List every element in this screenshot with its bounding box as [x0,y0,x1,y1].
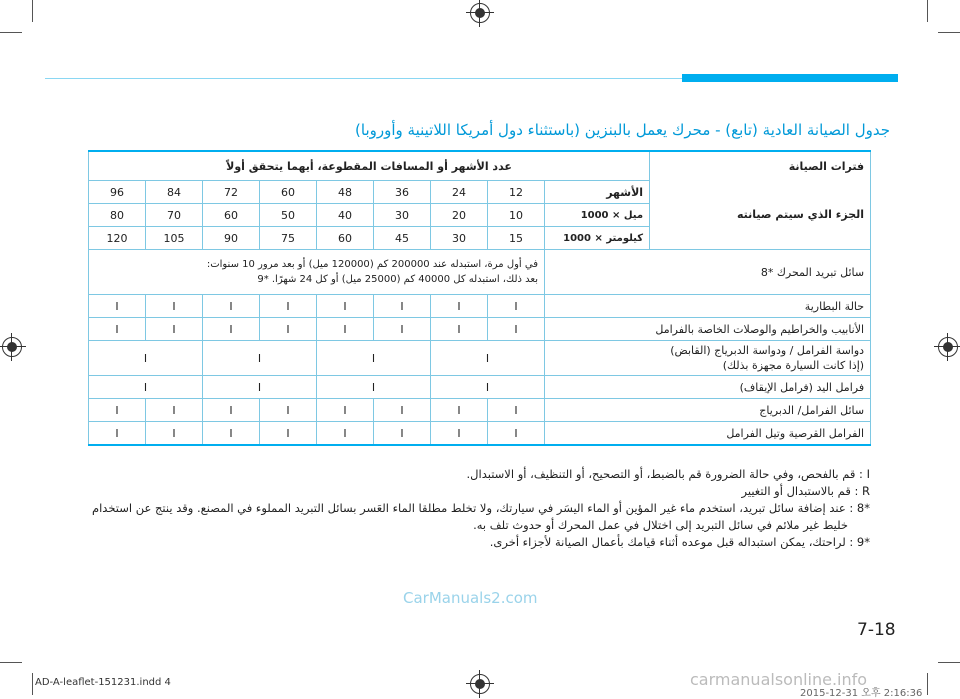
brand-mark: carmanualsonline.info [690,670,868,689]
registration-mark-icon [470,674,490,694]
table-row: I I I I I I I I سائل الفرامل/ الدبرياج [89,399,871,422]
footer-date: 2015-12-31 오후 2:16:36 [800,688,923,699]
footer-file: AD-A-leaflet-151231.indd 4 [35,677,171,688]
registration-mark-icon [938,337,958,357]
note-8: *8 : عند إضافة سائل تبريد، استخدم ماء غير المؤين أو الماء اليسَر في سيارتك، ولا تخلط مطلقا الماء العَسر بسائل التبريد المملوء في المصنع. وقد ينتج عن استخدام [91,501,870,515]
crop-mark [0,32,22,33]
item-label: الأنابيب والخراطيم والوصلات الخاصة بالفرامل [545,318,871,341]
items-header: الجزء الذي سيتم صيانته [650,181,871,250]
note-r: R : قم بالاستبدال أو التغيير [741,484,870,498]
header-accent-bar [682,74,898,82]
page-number: 7-18 [857,620,896,640]
table-row: I I I I فرامل اليد (فرامل الإيقاف) [89,376,871,399]
unit-miles-label: ميل × 1000 [545,204,650,227]
unit-months-label: الأشهر [545,181,650,204]
item-label: دواسة الفرامل / ودواسة الدبرياج (القابض) (إذا كانت السيارة مجهزة بذلك) [545,341,871,376]
table-row: 96 84 72 60 48 36 24 12 الأشهر الجزء الذي سيتم صيانته [89,181,871,204]
notes-block [80,466,870,551]
crop-mark [32,0,33,22]
unit-km-label: كيلومتر × 1000 [545,227,650,250]
crop-mark [938,32,960,33]
page-title: جدول الصيانة العادية (تابع) - محرك يعمل بالبنزين (باستثناء دول أمريكا اللاتينية وأوروبا) [355,121,890,139]
header-rule [45,78,682,79]
coolant-description: في أول مرة، استبدله عند 200000 كم (120000 ميل) أو بعد مرور 10 سنوات: بعد ذلك، استبدله كل 40000 كم (25000 ميل) أو كل 24 شهرًا. *9 [89,250,545,295]
item-label: الفرامل القرصية وتيل الفرامل [545,422,871,446]
crop-mark [938,662,960,663]
crop-mark [927,673,928,695]
registration-mark-icon [470,3,490,23]
note-9: *9 : لراحتك، يمكن استبداله قبل موعده أثناء قيامك بأعمال الصيانة لأجزاء أخرى. [489,535,870,549]
crop-mark [927,0,928,22]
interval-header: فترات الصيانة [650,151,871,181]
item-label: حالة البطارية [545,295,871,318]
crop-mark [0,662,22,663]
item-label: فرامل اليد (فرامل الإيقاف) [545,376,871,399]
coolant-item: سائل تبريد المحرك *8 [545,250,871,295]
maintenance-table [88,150,871,446]
interval-note: عدد الأشهر أو المسافات المقطوعة، أيهما يتحقق أولاً [89,151,650,181]
table-row: I I I I دواسة الفرامل / ودواسة الدبرياج (القابض) (إذا كانت السيارة مجهزة بذلك) [89,341,871,376]
watermark-text: CarManuals2.com [403,589,538,607]
table-row: I I I I I I I I حالة البطارية [89,295,871,318]
table-row: 120 105 90 75 60 45 30 15 كيلومتر × 1000 [89,227,871,250]
table-row: I I I I I I I I الأنابيب والخراطيم والوصلات الخاصة بالفرامل [89,318,871,341]
registration-mark-icon [2,337,22,357]
table-row [89,250,871,295]
crop-mark [32,673,33,695]
note-i: I : قم بالفحص، وفي حالة الضرورة قم بالضبط، أو التصحيح، أو التنظيف، أو الاستبدال. [466,467,870,481]
item-label: سائل الفرامل/ الدبرياج [545,399,871,422]
table-row: 80 70 60 50 40 30 20 10 ميل × 1000 [89,204,871,227]
note-8-cont: خليط غير ملائم في سائل التبريد إلى اختلال في عمل المحرك أو حدوث تلف به. [473,518,848,532]
table-row: I I I I I I I I الفرامل القرصية وتيل الفرامل [89,422,871,446]
